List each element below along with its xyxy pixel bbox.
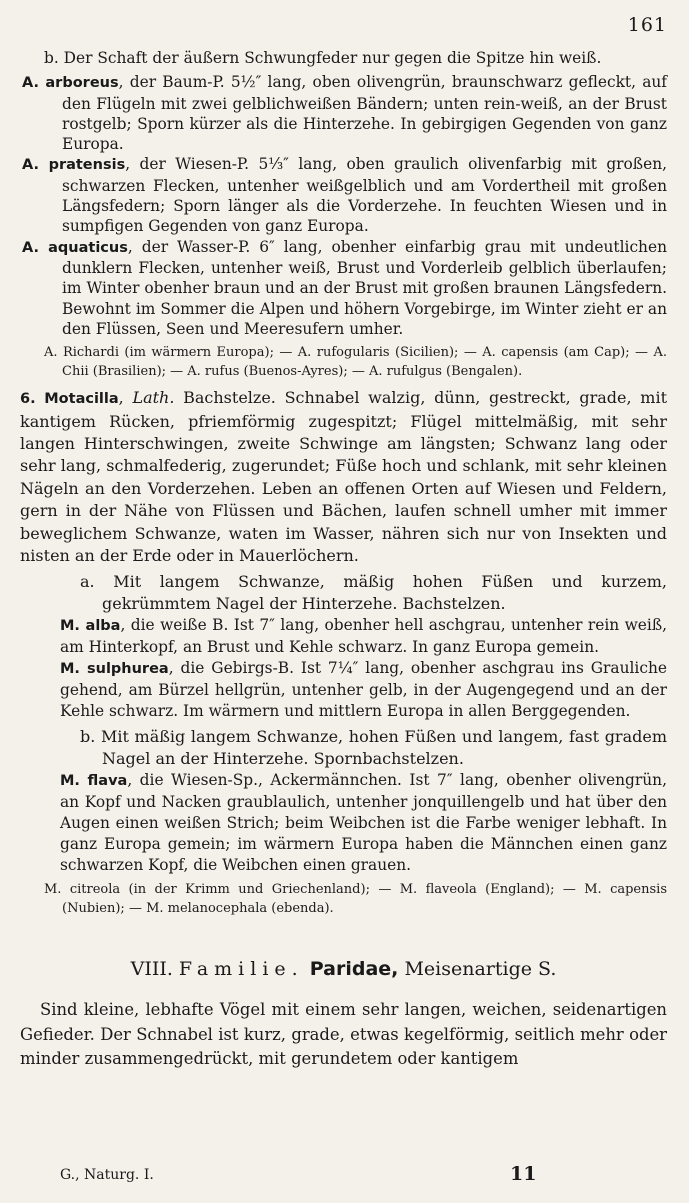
family-intro: Sind kleine, lebhafte Vögel mit einem sehr langen, weichen, seidenartigen Gefieder. Der Schnabel ist kurz, grade, etwas kegelförmig, seitlich mehr oder minder zusammengedrückt, mit gerundetem oder kantigem xyxy=(20,1000,667,1069)
species-description: , die Gebirgs-B. Ist 7¼″ lang, obenher aschgrau ins Grauliche gehend, am Bürzel hellgrün, untenher gelb, in der Augengegend und an der Kehle schwarz. Im wärmern und mittlern Europa in allen Berggegenden. xyxy=(60,659,667,721)
related-species-note: A. Richardi (im wärmern Europa); — A. rufogularis (Sicilien); — A. capensis (am Cap); — A. Chii (Brasilien); — A. rufus (Buenos-Ayres); — A. rufulgus (Bengalen). xyxy=(44,345,667,380)
species-description: , der Baum-P. 5½″ lang, oben olivengrün, braunschwarz gefleckt, auf den Flügeln mit zwei gelblichweißen Bändern; unten rein-weiß, an der Brust rostgelb; Sporn kürzer als die Hinterzehe. In gebirgigen Gegenden von ganz Europa. xyxy=(62,73,667,154)
species-name: M. sulphurea xyxy=(60,661,169,678)
family-number: VIII. xyxy=(130,958,173,981)
signature-mark: G., Naturg. I. xyxy=(60,1167,154,1183)
section-b-note: b. Der Schaft der äußern Schwungfeder nur gegen die Spitze hin weiß. xyxy=(44,49,602,67)
entry-pratensis xyxy=(20,154,667,236)
genus-motacilla: 6. Motacilla, Lath. Bachstelze. Schnabel walzig, dünn, gestreckt, grade, mit kantigem Rücken, pfriemförmig zugespitzt; Flügel mittelmäßig, mit sehr langen Hinterschwingen, zweite Schwinge am längsten; Schwanz lang oder sehr lang, schmalfederig, zugerundet; Füße hoch und schlank, mit sehr kleinen Nägeln an den Vorderzehen. Leben an offenen Orten auf Wiesen und Feldern, gern in der Nähe von Flüssen und Bächen, laufen schnell umher mit immer beweglichem Schwanze, waten im Wasser, nähren sich nur von Insekten und nisten an der Erde oder in Mauerlöchern. xyxy=(20,388,668,565)
species-description: , die weiße B. Ist 7″ lang, obenher hell aschgrau, untenher rein weiß, am Hinterkopf, an Brust und Kehle schwarz. In ganz Europa gemein. xyxy=(60,616,667,657)
species-name: M. flava xyxy=(60,773,128,790)
page-number: 161 xyxy=(627,14,667,36)
species-description: , der Wiesen-P. 5⅓″ lang, oben graulich olivenfarbig mit großen, schwarzen Flecken, untenher weißgelblich und am Vordertheil mit großen Längsfedern; Sporn länger als die Vorderzehe. In feuchten Wiesen und in sumpfigen Gegenden von ganz Europa. xyxy=(62,155,667,236)
family-word: Familie. xyxy=(178,958,304,981)
species-description: , der Wasser-P. 6″ lang, obenher einfarbig grau mit undeutlichen dunklern Flecken, untenher weiß, Brust und Vorderleib gelblich überlaufen; im Winter obenher braun und an der Brust mit großen braunen Längsfedern. Bewohnt im Sommer die Alpen und höhern Vorgebirge, im Winter zieht er an den Flüssen, Seen und Meeresufern umher. xyxy=(62,237,667,338)
related-species-note: M. citreola (in der Krimm und Griechenland); — M. flaveola (England); — M. capensis (Nubien); — M. melanocephala (ebenda). xyxy=(44,882,667,917)
species-name: A. aquaticus xyxy=(22,239,128,256)
subgroup-b: b. Mit mäßig langem Schwanze, hohen Füßen und langem, fast gradem Nagel an der Hinterzehe. Spornbachstelzen. xyxy=(80,727,667,769)
page-footer xyxy=(60,1163,667,1189)
sheet-number: 11 xyxy=(510,1163,537,1185)
subgroup-a: a. Mit langem Schwanze, mäßig hohen Füßen und kurzem, gekrümmtem Nagel der Hinterzehe. Bachstelzen. xyxy=(80,572,667,614)
species-name: A. arboreus xyxy=(22,75,119,92)
genus-description: Bachstelze. Schnabel walzig, dünn, gestreckt, grade, mit kantigem Rücken, pfriemförmig zugespitzt; Flügel mittelmäßig, mit sehr langen Hinterschwingen, zweite Schwinge am längsten; Schwanz lang oder sehr lang, schmalfederig, zugerundet; Füße hoch und schlank, mit sehr kleinen Nägeln an den Vorderzehen. Leben an offenen Orten auf Wiesen und Feldern, gern in der Nähe von Flüssen und Bächen, laufen schnell umher mit immer beweglichem Schwanze, waten im Wasser, nähren sich nur von Insekten und nisten an der Erde oder in Mauerlöchern. xyxy=(20,388,668,565)
entry-alba xyxy=(20,615,667,658)
family-heading xyxy=(20,956,667,982)
species-name: A. pratensis xyxy=(22,157,126,174)
entry-arboreus xyxy=(20,72,667,154)
genus-author: Lath. xyxy=(132,388,175,408)
family-german-name: Meisenartige S. xyxy=(404,958,557,981)
page-body xyxy=(20,48,667,1072)
entry-sulphurea xyxy=(20,658,667,722)
entry-aquaticus xyxy=(20,237,667,339)
family-latin-name: Paridae, xyxy=(309,958,399,981)
entry-flava xyxy=(20,770,667,876)
genus-name: 6. Motacilla xyxy=(20,391,119,408)
species-description: , die Wiesen-Sp., Ackermännchen. Ist 7″ lang, obenher olivengrün, an Kopf und Nacken graublaulich, untenher jonquillengelb und hat über den Augen einen weißen Strich; beim Weibchen ist die Farbe weniger lebhaft. In ganz Europa gemein; im wärmern Europa haben die Männchen einen ganz schwarzen Kopf, die Weibchen einen grauen. xyxy=(60,771,667,875)
species-name: M. alba xyxy=(60,618,121,635)
